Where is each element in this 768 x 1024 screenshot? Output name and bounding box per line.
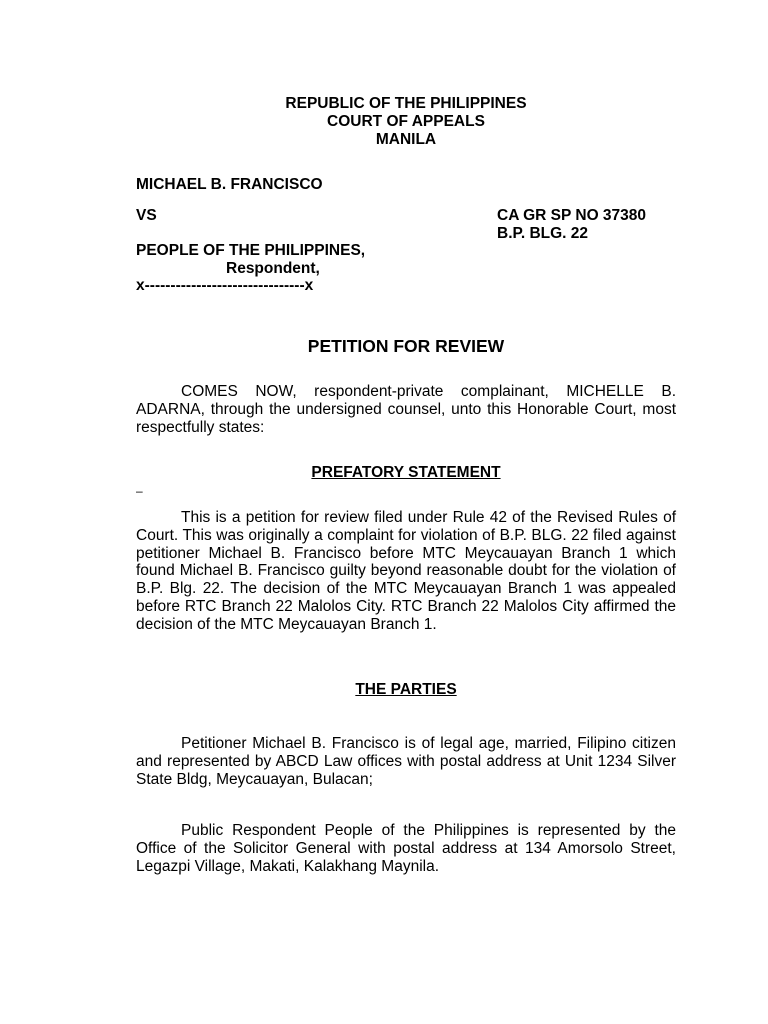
document-title: PETITION FOR REVIEW <box>307 336 505 356</box>
case-type: B.P. BLG. 22 <box>497 225 589 242</box>
petitioner-name: MICHAEL B. FRANCISCO <box>136 176 323 193</box>
respondent-paragraph <box>136 822 676 875</box>
petitioner-paragraph <box>136 735 676 788</box>
case-number: CA GR SP NO 37380 <box>497 207 647 224</box>
parties-heading: THE PARTIES <box>355 681 457 698</box>
prefatory-text: This is a petition for review filed under Rule 42 of the Revised Rules of Court. This was originally a complaint for violation of B.P. BLG. 22 filed against petitioner Michael B. Francisco before MTC Meycauayan Branch 1 which found Michael B. Francisco guilty beyond reasonable doubt for the violation of B.P. Blg. 22. The decision of the MTC Meycauayan Branch 1 was appealed before RTC Branch 22 Malolos City. RTC Branch 22 Malolos City affirmed the decision of the MTC Meycauayan Branch 1. <box>136 509 676 633</box>
respondent-role: Respondent, <box>226 260 320 277</box>
caption-separator: x-------------------------------x <box>136 277 314 294</box>
petitioner-text: Petitioner Michael B. Francisco is of legal age, married, Filipino citizen and represented by ABCD Law offices with postal address at Unit 1234 Silver State Bldg, Meycauayan, Bulacan; <box>136 735 676 788</box>
intro-text: COMES NOW, respondent-private complainant, MICHELLE B. ADARNA, through the undersigned counsel, unto this Honorable Court, most respectfully states: <box>136 383 676 436</box>
header-court: COURT OF APPEALS <box>327 113 485 130</box>
respondent-name: PEOPLE OF THE PHILIPPINES, <box>136 242 366 259</box>
prefatory-paragraph <box>136 509 676 634</box>
stray-mark: – <box>136 484 143 498</box>
versus-label: VS <box>136 207 157 224</box>
court-header <box>0 95 768 149</box>
prefatory-heading: PREFATORY STATEMENT <box>311 464 501 481</box>
header-republic: REPUBLIC OF THE PHILIPPINES <box>285 95 527 112</box>
intro-paragraph <box>136 383 676 436</box>
respondent-text: Public Respondent People of the Philippines is represented by the Office of the Solicitor General with postal address at 134 Amorsolo Street, Legazpi Village, Makati, Kalakhang Maynila. <box>136 822 676 875</box>
header-city: MANILA <box>375 131 437 148</box>
